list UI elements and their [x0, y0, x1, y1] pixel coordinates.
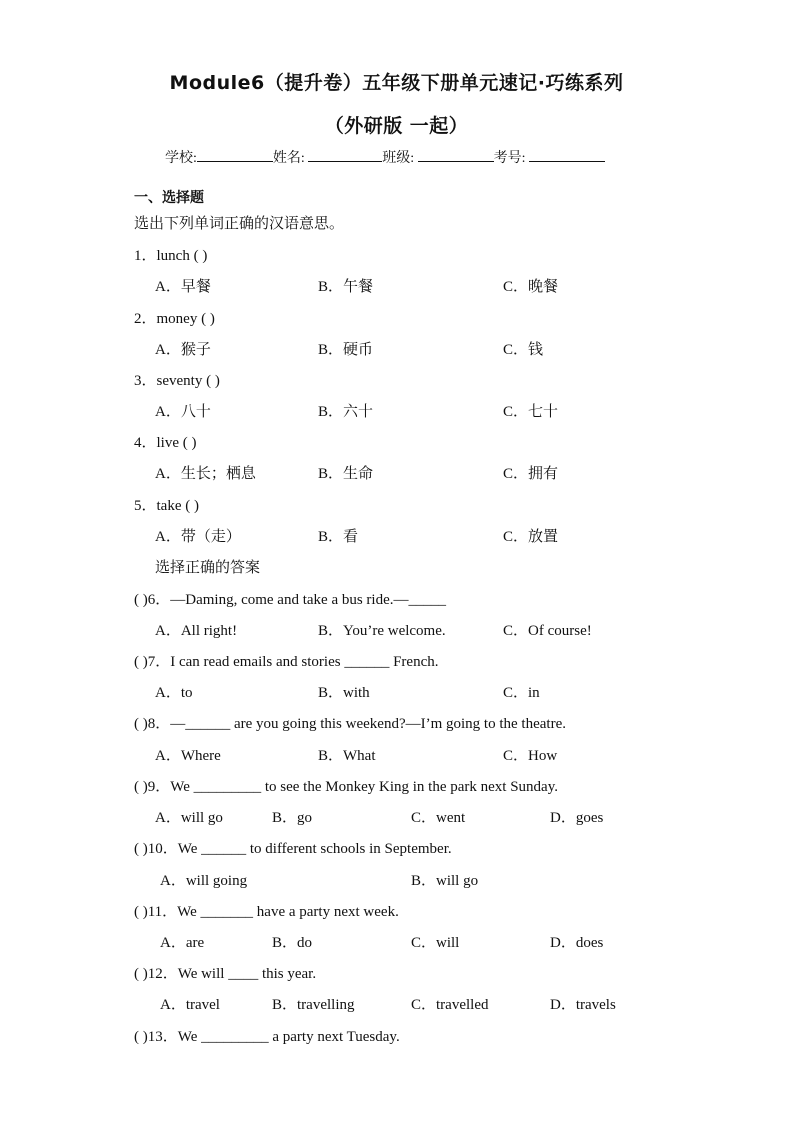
- question-stem: ( )7．I can read emails and stories ______ French.: [134, 654, 439, 670]
- option-d[interactable]: D．goes: [550, 810, 604, 826]
- option-b[interactable]: B．You’re welcome.: [318, 623, 446, 639]
- option-a[interactable]: A．to: [155, 685, 193, 701]
- number-blank[interactable]: [529, 147, 605, 162]
- question-stem: ( )6．—Daming, come and take a bus ride.—_____: [134, 592, 447, 608]
- question-stem: ( )9．We _________ to see the Monkey King in the park next Sunday.: [134, 779, 558, 795]
- student-info-row: [165, 147, 605, 167]
- section-instruction: 选出下列单词正确的汉语意思。: [134, 216, 345, 232]
- section-instruction: 选择正确的答案: [155, 560, 261, 576]
- option-b[interactable]: B．with: [318, 685, 370, 701]
- option-c[interactable]: C．晚餐: [503, 279, 559, 295]
- option-b[interactable]: B．travelling: [272, 997, 355, 1013]
- option-c[interactable]: C．How: [503, 748, 558, 764]
- option-c[interactable]: C．in: [503, 685, 540, 701]
- option-a[interactable]: A．Where: [155, 748, 221, 764]
- option-a[interactable]: A．will going: [160, 873, 248, 889]
- class-blank[interactable]: [418, 147, 494, 162]
- page-title-line2: （外研版 一起）: [324, 115, 469, 137]
- option-a[interactable]: A．are: [160, 935, 205, 951]
- school-blank[interactable]: [197, 147, 273, 162]
- option-b[interactable]: B．What: [318, 748, 376, 764]
- question-stem: ( )10．We ______ to different schools in September.: [134, 841, 452, 857]
- question-stem: ( )11．We _______ have a party next week.: [134, 904, 399, 920]
- option-b[interactable]: B．看: [318, 529, 359, 545]
- option-a[interactable]: A．八十: [155, 404, 211, 420]
- option-a[interactable]: A．猴子: [155, 342, 211, 358]
- option-a[interactable]: A．All right!: [155, 623, 238, 639]
- option-b[interactable]: B．will go: [411, 873, 479, 889]
- option-b[interactable]: B．硬币: [318, 342, 374, 358]
- option-b[interactable]: B．go: [272, 810, 313, 826]
- option-c[interactable]: C．七十: [503, 404, 559, 420]
- option-a[interactable]: A．带（走）: [155, 529, 241, 545]
- question-stem: 2．money ( ): [134, 311, 215, 327]
- option-b[interactable]: B．do: [272, 935, 313, 951]
- option-b[interactable]: B．午餐: [318, 279, 374, 295]
- name-label: 姓名:: [272, 151, 305, 166]
- number-label: 考号:: [493, 151, 526, 166]
- option-a[interactable]: A．生长；栖息: [155, 466, 256, 482]
- question-stem: ( )13．We _________ a party next Tuesday.: [134, 1029, 400, 1045]
- option-c[interactable]: C．went: [411, 810, 466, 826]
- question-stem: 3．seventy ( ): [134, 373, 220, 389]
- question-stem: ( )8．—______ are you going this weekend?—I’m going to the theatre.: [134, 716, 566, 732]
- option-b[interactable]: B．六十: [318, 404, 374, 420]
- question-stem: 1．lunch ( ): [134, 248, 208, 264]
- school-label: 学校:: [165, 151, 197, 166]
- option-d[interactable]: D．does: [550, 935, 604, 951]
- option-b[interactable]: B．生命: [318, 466, 374, 482]
- question-stem: 5．take ( ): [134, 498, 199, 514]
- page-title-line1: Module6（提升卷）五年级下册单元速记·巧练系列: [169, 72, 624, 94]
- option-c[interactable]: C．拥有: [503, 466, 559, 482]
- option-a[interactable]: A．will go: [155, 810, 223, 826]
- option-d[interactable]: D．travels: [550, 997, 616, 1013]
- section-heading: 一、选择题: [134, 190, 204, 206]
- option-a[interactable]: A．travel: [160, 997, 220, 1013]
- name-blank[interactable]: [308, 147, 382, 162]
- option-a[interactable]: A．早餐: [155, 279, 211, 295]
- option-c[interactable]: C．travelled: [411, 997, 489, 1013]
- option-c[interactable]: C．钱: [503, 342, 544, 358]
- question-stem: 4．live ( ): [134, 435, 197, 451]
- option-c[interactable]: C．Of course!: [503, 623, 592, 639]
- class-label: 班级:: [382, 151, 415, 166]
- option-c[interactable]: C．will: [411, 935, 460, 951]
- question-stem: ( )12．We will ____ this year.: [134, 966, 317, 982]
- option-c[interactable]: C．放置: [503, 529, 559, 545]
